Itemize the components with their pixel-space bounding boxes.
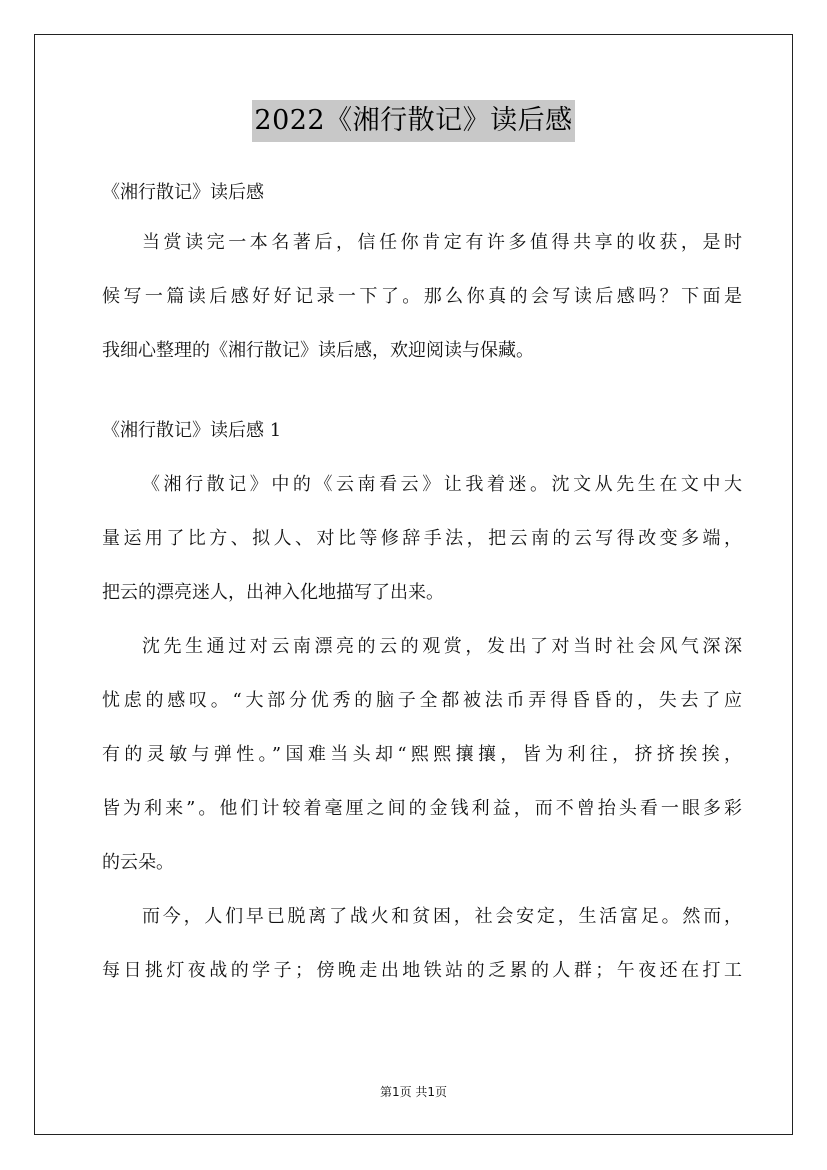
paragraph-line: 有的灵敏与弹性。”国难当头却“熙熙攘攘，皆为利往，挤挤挨挨， — [102, 744, 742, 765]
page-number-footer: 第1页 共1页 — [379, 1085, 448, 1099]
paragraph-line: 《湘行散记》中的《云南看云》让我着迷。沈文从先生在文中大 — [142, 474, 742, 495]
paragraph-line: 每日挑灯夜战的学子；傍晚走出地铁站的乏累的人群；午夜还在打工 — [102, 960, 742, 981]
document-title: 2022《湘行散记》读后感 — [252, 100, 574, 142]
document-body — [102, 170, 742, 998]
section-paragraph-3 — [102, 890, 742, 998]
paragraph-line: 忧虑的感叹。“大部分优秀的脑子全都被法币弄得昏昏的，失去了应 — [102, 690, 742, 711]
title-container — [0, 100, 827, 142]
section-paragraph-2 — [102, 620, 742, 890]
paragraph-line: 候写一篇读后感好好记录一下了。那么你真的会写读后感吗？下面是 — [102, 286, 742, 307]
paragraph-line: 量运用了比方、拟人、对比等修辞手法，把云南的云写得改变多端， — [102, 528, 742, 549]
paragraph-line: 当赏读完一本名著后，信任你肯定有许多值得共享的收获，是时 — [142, 232, 742, 253]
paragraph-line: 皆为利来”。他们计较着毫厘之间的金钱利益，而不曾抬头看一眼多彩 — [102, 798, 742, 819]
section-paragraph-1 — [102, 458, 742, 620]
paragraph-line: 沈先生通过对云南漂亮的云的观赏，发出了对当时社会风气深深 — [142, 636, 742, 657]
paragraph-line: 而今，人们早已脱离了战火和贫困，社会安定，生活富足。然而， — [142, 906, 742, 927]
paragraph-line: 把云的漂亮迷人，出神入化地描写了出来。 — [102, 582, 444, 603]
section-heading: 《湘行散记》读后感 1 — [102, 420, 282, 441]
intro-heading: 《湘行散记》读后感 — [102, 182, 264, 203]
intro-paragraph — [102, 216, 742, 378]
paragraph-line: 的云朵。 — [102, 852, 174, 873]
paragraph-line: 我细心整理的《湘行散记》读后感，欢迎阅读与保藏。 — [102, 340, 534, 361]
